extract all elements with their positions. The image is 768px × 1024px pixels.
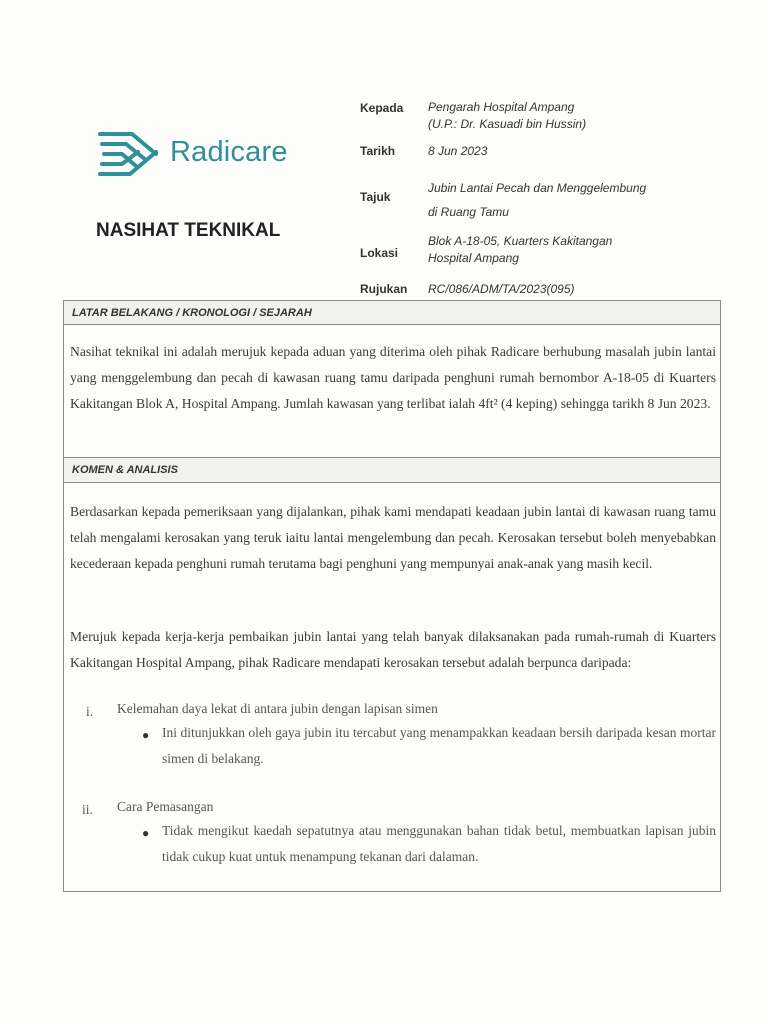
bullet-icon: ● xyxy=(142,826,150,840)
tajuk-line-1: Jubin Lantai Pecah dan Menggelembung xyxy=(428,181,647,195)
item-bullet-2: Tidak mengikut kaedah sepatutnya atau menggunakan bahan tidak betul, membuatkan lapisan jubin tidak cukup kuat untuk menampung tekanan dari dalaman. xyxy=(162,823,716,864)
lokasi-line-1: Blok A-18-05, Kuarters Kakitangan xyxy=(428,234,613,248)
meta-value-kepada xyxy=(428,99,586,133)
meta-value-lokasi xyxy=(428,233,612,267)
analysis-paragraph-1: Berdasarkan kepada pemeriksaan yang dijalankan, pihak kami mendapati keadaan jubin lantai di kawasan ruang tamu telah mengalami kerosakan yang teruk iaitu lantai mengelembung dan pecah. Kerosakan tersebut boleh menyebabkan kecederaan kepada penghuni rumah terutama bagi penghuni yang mempunyai anak-anak yang masih kecil. xyxy=(70,504,716,571)
item-bullet-1: Ini ditunjukkan oleh gaya jubin itu tercabut yang menampakkan keadaan bersih daripada kesan mortar simen di belakang. xyxy=(162,725,716,766)
meta-value-tarikh xyxy=(428,143,487,160)
brand-name: Radicare xyxy=(170,136,288,168)
content-box xyxy=(63,300,721,892)
rujukan-line-1: RC/086/ADM/TA/2023(095) xyxy=(428,282,575,296)
section-heading-analysis: KOMEN & ANALISIS xyxy=(64,457,720,483)
kepada-line-2: (U.P.: Dr. Kasuadi bin Hussin) xyxy=(428,117,587,131)
meta-value-rujukan xyxy=(428,281,575,298)
meta-label-rujukan: Rujukan xyxy=(360,282,408,296)
tarikh-line-1: 8 Jun 2023 xyxy=(428,144,488,158)
kepada-line-1: Pengarah Hospital Ampang xyxy=(428,100,575,114)
document-title: NASIHAT TEKNIKAL xyxy=(96,220,281,241)
item-marker-1: i. xyxy=(86,704,94,719)
meta-value-tajuk xyxy=(428,176,646,224)
meta-label-kepada: Kepada xyxy=(360,101,404,115)
background-paragraph: Nasihat teknikal ini adalah merujuk kepada aduan yang diterima oleh pihak Radicare berhubung masalah jubin lantai yang menggelembung dan pecah di kawasan ruang tamu daripada penghuni rumah bernombor A-18-05 di Kuarters Kakitangan Blok A, Hospital Ampang. Jumlah kawasan yang terlibat ialah 4ft² (4 keping) sehingga tarikh 8 Jun 2023. xyxy=(70,344,716,411)
section-heading-background: LATAR BELAKANG / KRONOLOGI / SEJARAH xyxy=(64,301,720,325)
item-title-1: Kelemahan daya lekat di antara jubin dengan lapisan simen xyxy=(117,701,438,716)
meta-label-lokasi: Lokasi xyxy=(360,246,399,260)
meta-label-tarikh: Tarikh xyxy=(360,144,396,158)
radicare-emblem-icon xyxy=(96,124,168,184)
bullet-icon: ● xyxy=(142,728,150,742)
meta-label-tajuk: Tajuk xyxy=(360,190,391,204)
item-title-2: Cara Pemasangan xyxy=(117,799,214,814)
radicare-logo xyxy=(96,124,306,184)
item-marker-2: ii. xyxy=(82,802,93,817)
lokasi-line-2: Hospital Ampang xyxy=(428,251,519,265)
analysis-paragraph-2: Merujuk kepada kerja-kerja pembaikan jubin lantai yang telah banyak dilaksanakan pada rumah-rumah di Kuarters Kakitangan Hospital Ampang, pihak Radicare mendapati kerosakan tersebut adalah berpunca daripada: xyxy=(70,629,716,670)
tajuk-line-2: di Ruang Tamu xyxy=(428,205,509,219)
